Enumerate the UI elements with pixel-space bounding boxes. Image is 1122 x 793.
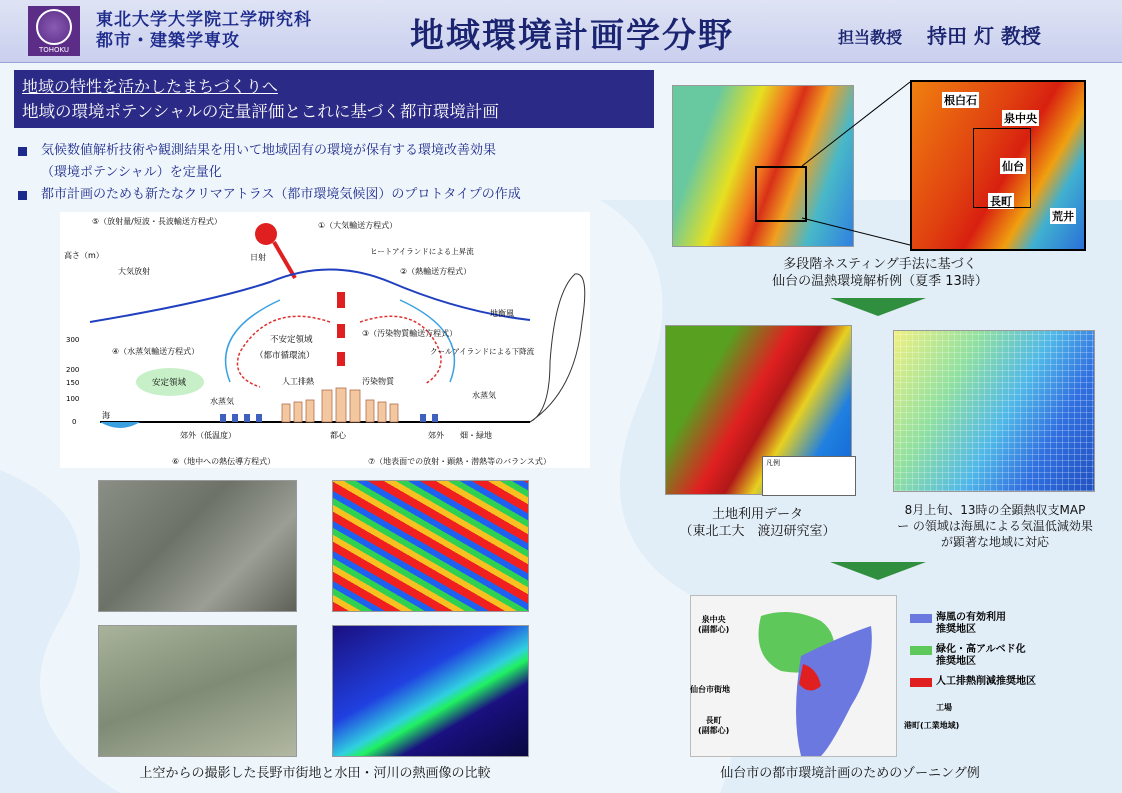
label-anthropogenic: 人工排熱	[282, 377, 314, 386]
aerial-photo-city	[98, 480, 297, 612]
legend-swatch-red	[910, 678, 932, 687]
circulation-right	[360, 316, 441, 384]
y-tick: 150	[66, 379, 80, 387]
heatmap-caption-line1: 8月上旬、13時の全顕熱収支MAP	[904, 503, 1086, 517]
banner-subtitle: 地域の環境ポテンシャルの定量評価とこれに基づく都市環境計画	[22, 102, 499, 121]
label-eq4: ④（水蒸気輸送方程式）	[112, 347, 200, 356]
bullet-item	[18, 140, 521, 162]
label-circulation: （都市循環流）	[255, 351, 315, 361]
simulation-caption-line2: 仙台の温熱環境解析例（夏季 13時）	[772, 274, 988, 289]
heatmap-caption-line2: ー の領域は海風による気温低減効果	[897, 519, 1093, 533]
label-cool-island: クールアイランドによる下降流	[430, 347, 535, 356]
logo-text: TOHOKU	[38, 46, 70, 54]
y-tick: 300	[66, 336, 80, 344]
diagram-svg	[60, 212, 590, 468]
heatmap-caption-line3: が顕著な地域に対応	[940, 535, 1049, 549]
legend-label: 緑化・高アルベド化	[936, 644, 1026, 655]
heatmap-caption	[880, 502, 1110, 550]
university-logo	[28, 6, 80, 56]
zone-label	[698, 716, 729, 736]
label-pollutant: 汚染物質	[362, 377, 394, 386]
bullet-square-icon	[18, 147, 27, 156]
label-city-center: 都心	[330, 431, 346, 440]
legend-label: 海風の有効利用	[936, 612, 1006, 623]
page-title: 地域環境計画学分野	[410, 16, 734, 56]
label-suburb1: 郊外（低温度）	[180, 431, 236, 440]
simulation-caption	[740, 256, 1020, 290]
label-height: 高さ（m）	[64, 251, 104, 260]
city-label: 仙台	[1002, 160, 1024, 173]
logo-emblem-icon	[36, 9, 72, 45]
legend-label: 推奨地区	[936, 656, 976, 667]
zoom-lines	[752, 80, 922, 270]
urban-climate-diagram	[60, 212, 590, 468]
sea-shape	[100, 422, 140, 428]
label-eq6: ⑥（地中への熱伝導方程式）	[172, 457, 276, 466]
zone-label-text: (副都心)	[698, 625, 730, 634]
down-arrow-icon	[830, 562, 926, 580]
zone-label: 工場	[936, 703, 952, 712]
zoning-caption: 仙台市の都市環境計画のためのゾーニング例	[720, 766, 980, 781]
header-bar	[0, 0, 1122, 63]
label-stable: 安定領域	[152, 378, 187, 388]
mountain-shape	[530, 274, 585, 422]
bullet-item	[18, 184, 521, 206]
label-eq1: ①（大気輸送方程式）	[318, 221, 398, 230]
zone-label-text: 長町	[705, 716, 722, 725]
label-ground-wind: 地衡風	[490, 309, 514, 318]
y-tick: 100	[66, 395, 80, 403]
label-sun: 日射	[250, 253, 266, 262]
legend-title: 凡例	[766, 459, 780, 467]
updraft-arrow	[337, 324, 345, 338]
university-line2: 都市・建築学専攻	[96, 31, 240, 51]
landuse-caption	[660, 506, 855, 540]
banner-headline: 地域の特性を活かしたまちづくりへ	[22, 77, 278, 96]
legend-swatch-green	[910, 646, 932, 655]
updraft-arrow	[337, 352, 345, 366]
zoning-legend-item	[936, 676, 1036, 688]
city-label: 荒井	[1052, 210, 1074, 223]
professor-info	[838, 20, 1041, 49]
zoning-legend-item	[936, 612, 1006, 636]
sunlight-arrow	[274, 242, 295, 278]
landuse-caption-line1: 土地利用データ	[711, 507, 803, 522]
zone-label-text: (副都心)	[698, 726, 730, 735]
label-eq7: ⑦（地表面での放射・顕熱・潜熱等のバランス式）	[368, 457, 551, 466]
y-tick: 0	[72, 418, 77, 426]
heat-balance-map	[893, 330, 1095, 492]
label-heat-island: ヒートアイランドによる上昇流	[370, 247, 474, 256]
legend-swatch-blue	[910, 614, 932, 623]
theme-banner	[14, 70, 654, 128]
zone-label	[698, 615, 729, 635]
simulation-caption-line1: 多段階ネスティング手法に基づく	[783, 257, 977, 272]
landuse-caption-line2: （東北工大 渡辺研究室）	[679, 524, 836, 539]
down-arrow-icon	[830, 298, 926, 316]
photo-comparison-caption: 上空からの撮影した長野市街地と水田・河川の熱画像の比較	[139, 766, 491, 781]
zoom-inner-box	[973, 128, 1031, 208]
label-field: 畑・緑地	[460, 431, 492, 440]
city-label: 泉中央	[1004, 112, 1037, 125]
university-line1: 東北大学大学院工学研究科	[96, 10, 312, 30]
label-eq3: ③（汚染物質輸送方程式）	[362, 329, 458, 338]
city-label: 根白石	[944, 94, 977, 107]
y-tick: 200	[66, 366, 80, 374]
landuse-legend	[762, 456, 856, 496]
city-label: 長町	[990, 195, 1012, 208]
zoning-legend-item	[936, 644, 1026, 668]
institution-name	[96, 10, 312, 52]
legend-label: 推奨地区	[936, 624, 976, 635]
bullet-continuation: （環境ポテンシャル）を定量化	[41, 165, 222, 180]
label-suburb2: 郊外	[428, 431, 444, 440]
bullet-list	[18, 140, 521, 206]
label-eq5: ⑤（放射量/短波・長波輸送方程式）	[92, 217, 222, 226]
professor-name: 持田 灯 教授	[926, 24, 1041, 48]
bullet-text: 気候数値解析技術や観測結果を用いて地域固有の環境が保有する環境改善効果	[41, 143, 497, 158]
thermal-image-river	[332, 625, 529, 757]
sun-icon	[255, 223, 277, 245]
legend-label: 人工排熱削減推奨地区	[936, 676, 1036, 687]
buildings	[282, 388, 398, 422]
bullet-square-icon	[18, 191, 27, 200]
label-sea: 海	[102, 411, 110, 420]
zone-label: 港町(工業地域)	[904, 721, 960, 730]
label-radiation: 大気放射	[118, 267, 150, 276]
label-vapor2: 水蒸気	[472, 391, 496, 400]
thermal-image-city	[332, 480, 529, 612]
label-unstable: 不安定領域	[270, 335, 313, 345]
zone-label: 仙台市街地	[690, 685, 730, 694]
cool-flow-right	[400, 300, 454, 382]
label-vapor1: 水蒸気	[210, 397, 234, 406]
bullet-text: 都市計画のためも新たなクリマアトラス（都市環境気候図）のプロトタイプの作成	[41, 187, 521, 202]
label-eq2: ②（熱輸送方程式）	[400, 267, 472, 276]
professor-role: 担当教授	[838, 28, 903, 47]
zone-label-text: 泉中央	[701, 615, 726, 624]
boundary-layer-curve	[90, 270, 530, 323]
updraft-arrow	[337, 292, 345, 308]
aerial-photo-river	[98, 625, 297, 757]
